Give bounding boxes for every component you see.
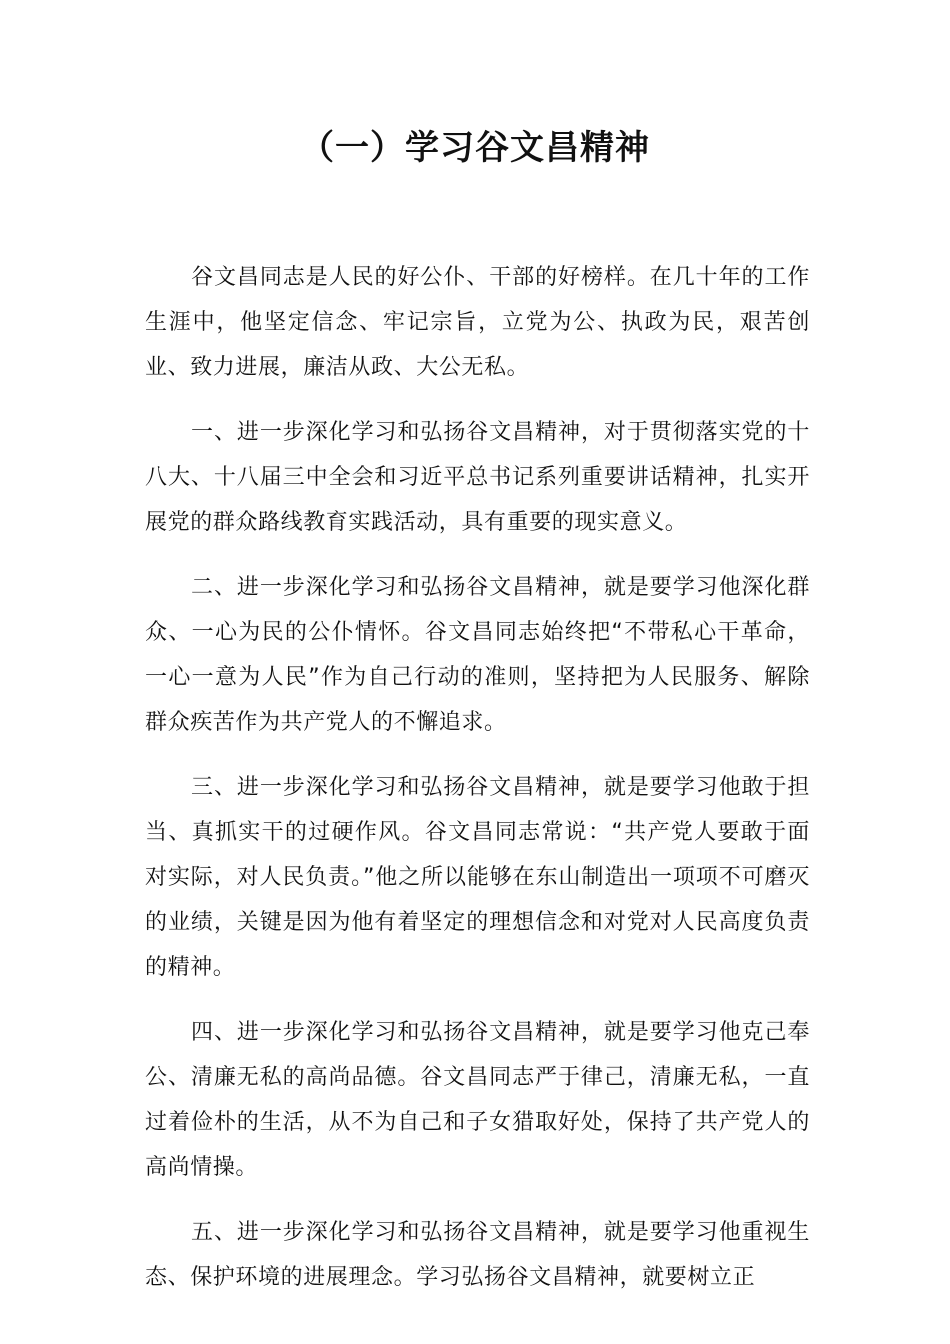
paragraph-4: 四、进一步深化学习和弘扬谷文昌精神，就是要学习他克己奉公、清廉无私的高尚品德。谷文昌同志严于律己，清廉无私，一直过着俭朴的生活，从不为自己和子女猎取好处，保持了共产党人的高尚情操。 (145, 1020, 810, 1180)
paragraph-5: 五、进一步深化学习和弘扬谷文昌精神，就是要学习他重视生态、保护环境的进展理念。学习弘扬谷文昌精神，就要树立正 (145, 1220, 810, 1290)
document-body (145, 255, 810, 1320)
paragraph-3: 三、进一步深化学习和弘扬谷文昌精神，就是要学习他敢于担当、真抓实干的过硬作风。谷文昌同志常说：“共产党人要敢于面对实际，对人民负责。”他之所以能够在东山制造出一项项不可磨灭的业绩，关键是因为他有着坚定的理想信念和对党对人民高度负责的精神。 (145, 775, 810, 980)
paragraph-1: 一、进一步深化学习和弘扬谷文昌精神，对于贯彻落实党的十八大、十八届三中全会和习近平总书记系列重要讲话精神，扎实开展党的群众路线教育实践活动，具有重要的现实意义。 (145, 420, 810, 535)
paragraph-2: 二、进一步深化学习和弘扬谷文昌精神，就是要学习他深化群众、一心为民的公仆情怀。谷文昌同志始终把“不带私心干革命，一心一意为人民”作为自己行动的准则，坚持把为人民服务、解除群众疾苦作为共产党人的不懈追求。 (145, 575, 810, 735)
paragraph-intro: 谷文昌同志是人民的好公仆、干部的好榜样。在几十年的工作生涯中，他坚定信念、牢记宗旨，立党为公、执政为民，艰苦创业、致力进展，廉洁从政、大公无私。 (145, 265, 810, 380)
document-title: （一）学习谷文昌精神 (300, 128, 650, 168)
